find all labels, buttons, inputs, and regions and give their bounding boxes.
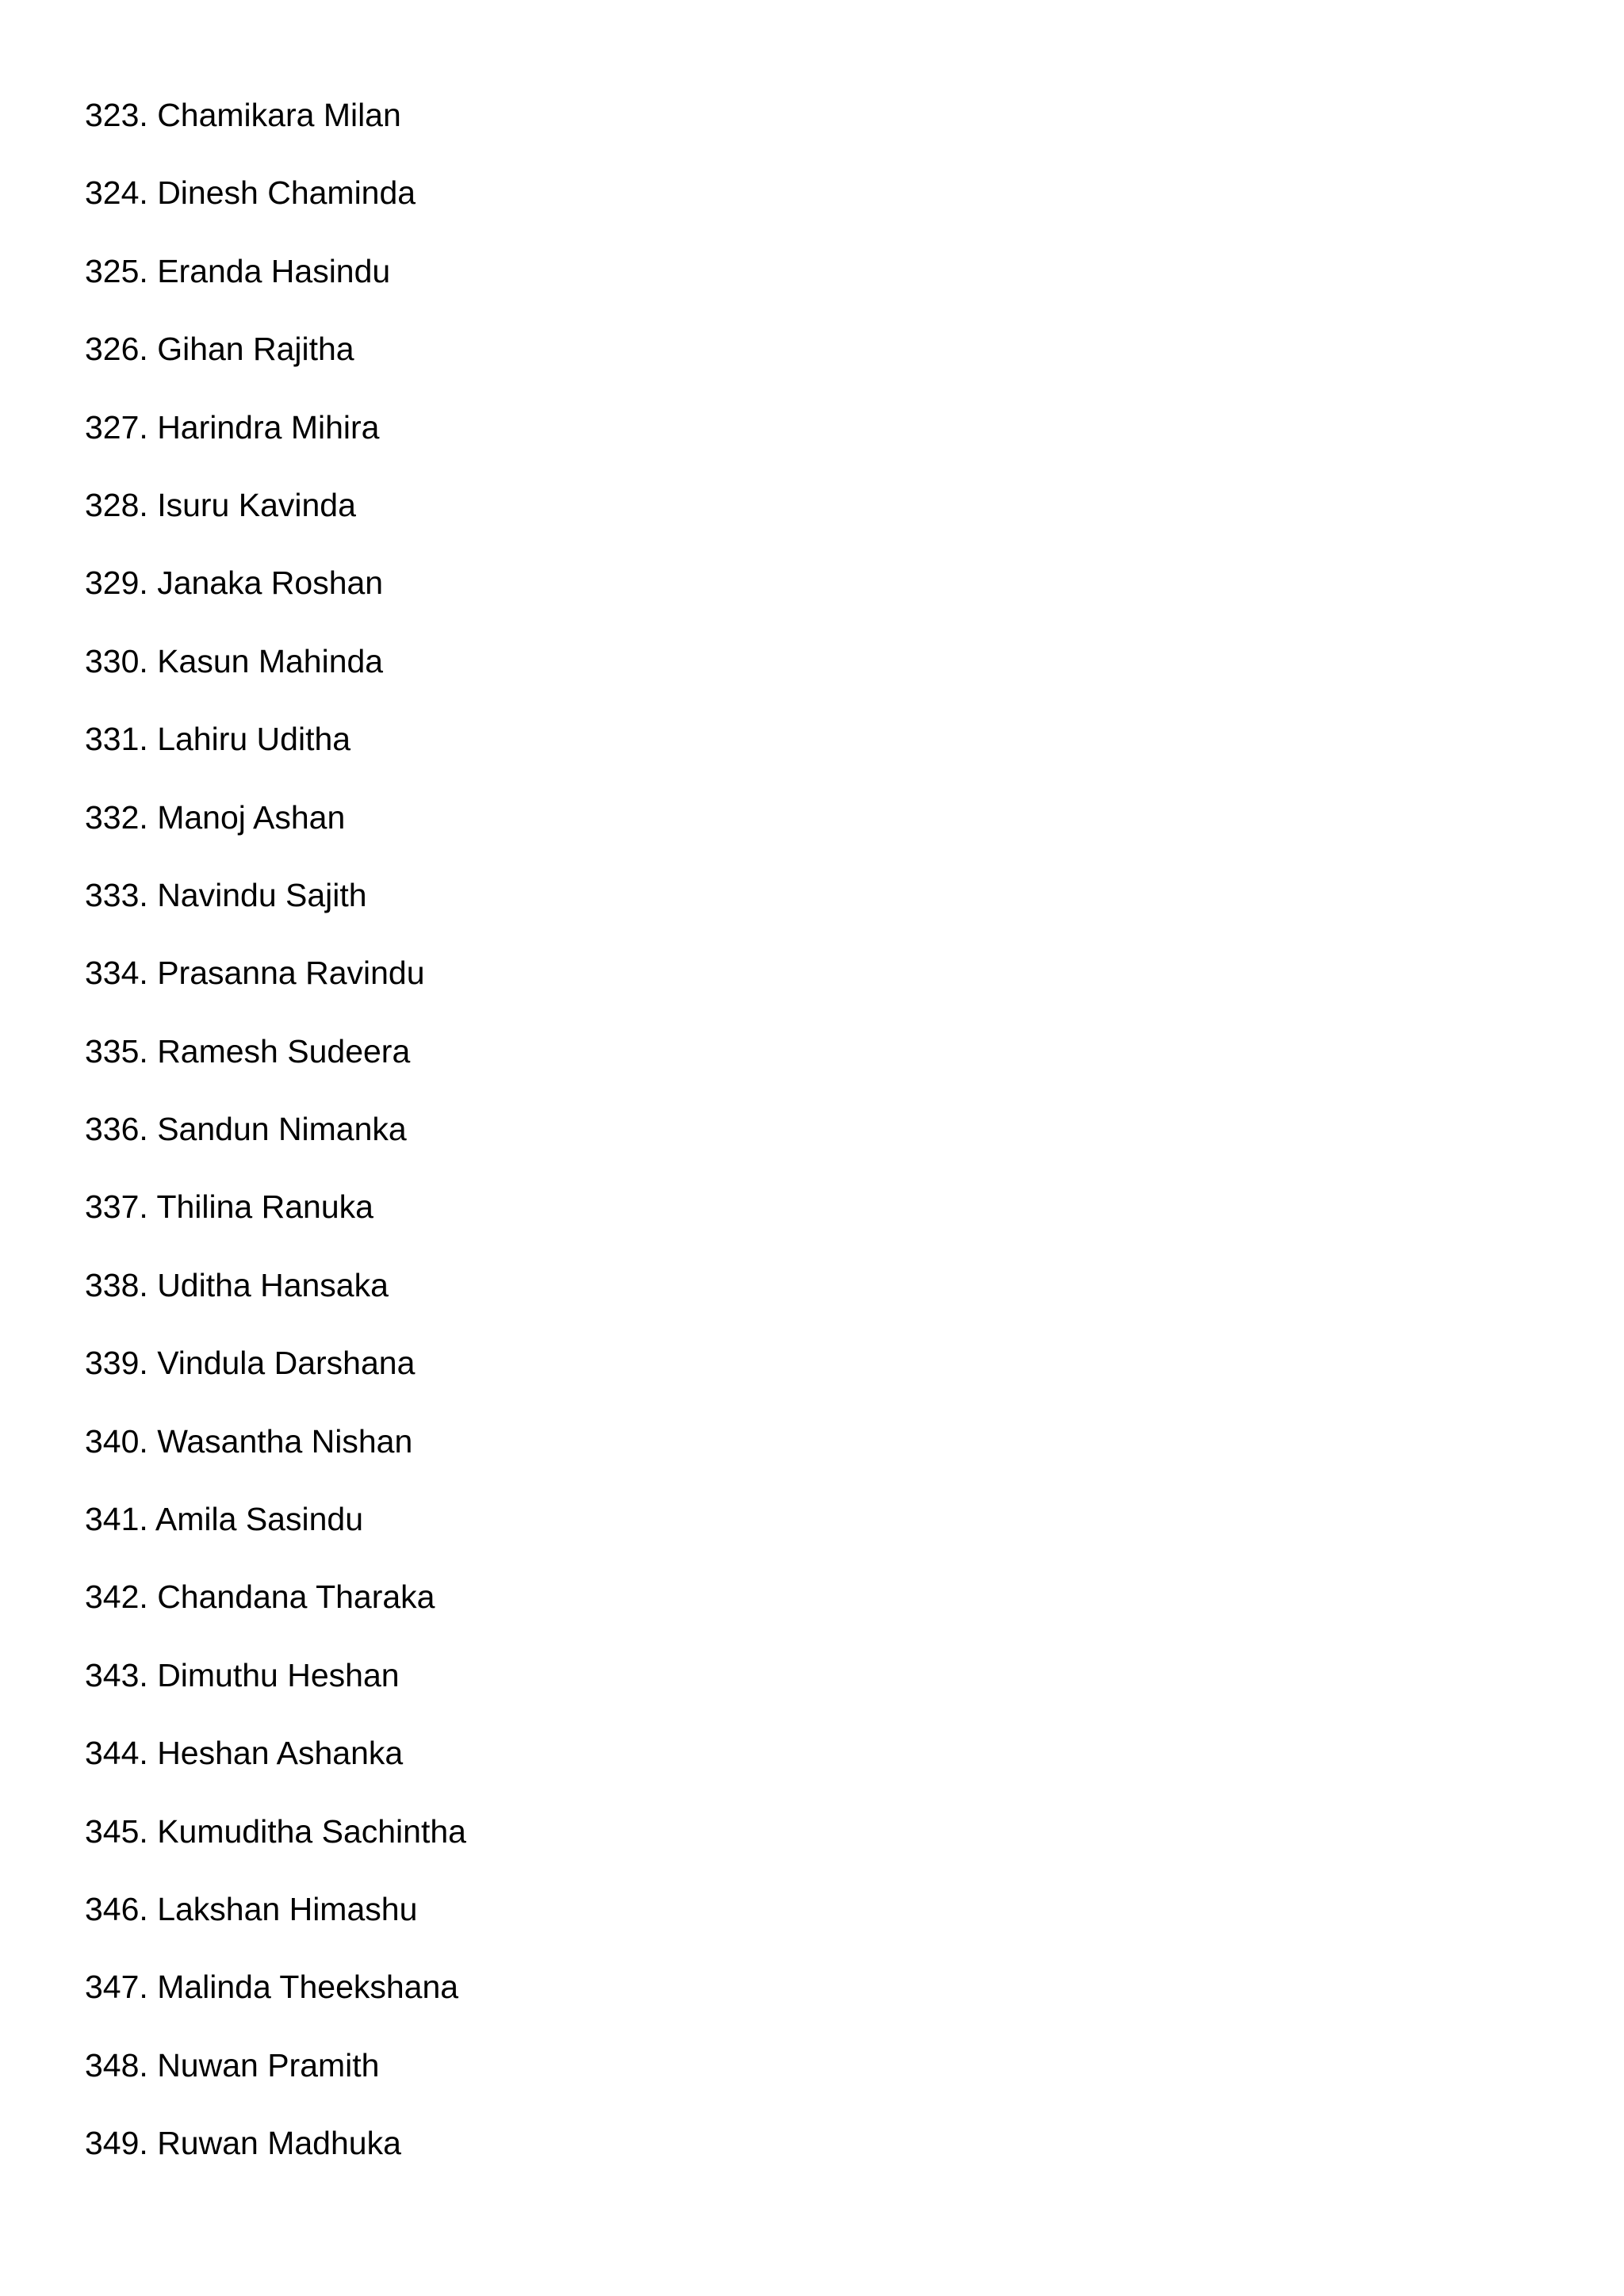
list-item: 331. Lahiru Uditha <box>85 721 351 758</box>
list-item: 326. Gihan Rajitha <box>85 331 354 368</box>
list-item: 330. Kasun Mahinda <box>85 642 384 679</box>
list-item: 342. Chandana Tharaka <box>85 1578 435 1616</box>
list-item: 347. Malinda Theekshana <box>85 1969 459 2006</box>
name-list <box>85 94 466 2200</box>
list-item: 336. Sandun Nimanka <box>85 1111 407 1148</box>
list-item: 346. Lakshan Himashu <box>85 1890 418 1927</box>
list-item: 325. Eranda Hasindu <box>85 252 391 289</box>
list-item: 323. Chamikara Milan <box>85 97 401 133</box>
list-item: 340. Wasantha Nishan <box>85 1422 413 1460</box>
list-item: 332. Manoj Ashan <box>85 798 346 836</box>
list-item: 349. Ruwan Madhuka <box>85 2125 401 2162</box>
list-item: 327. Harindra Mihira <box>85 408 380 446</box>
list-item: 337. Thilina Ranuka <box>85 1188 373 1226</box>
list-item: 324. Dinesh Chaminda <box>85 174 416 212</box>
list-item: 345. Kumuditha Sachintha <box>85 1812 466 1850</box>
list-item: 334. Prasanna Ravindu <box>85 955 425 992</box>
list-item: 341. Amila Sasindu <box>85 1501 364 1538</box>
list-item: 344. Heshan Ashanka <box>85 1735 404 1772</box>
list-item: 333. Navindu Sajith <box>85 876 367 913</box>
list-item: 343. Dimuthu Heshan <box>85 1656 400 1693</box>
list-item: 335. Ramesh Sudeera <box>85 1032 411 1070</box>
list-item: 338. Uditha Hansaka <box>85 1266 389 1303</box>
list-item: 328. Isuru Kavinda <box>85 486 356 523</box>
list-item: 329. Janaka Roshan <box>85 564 384 602</box>
list-item: 348. Nuwan Pramith <box>85 2046 380 2084</box>
list-item: 339. Vindula Darshana <box>85 1345 416 1382</box>
